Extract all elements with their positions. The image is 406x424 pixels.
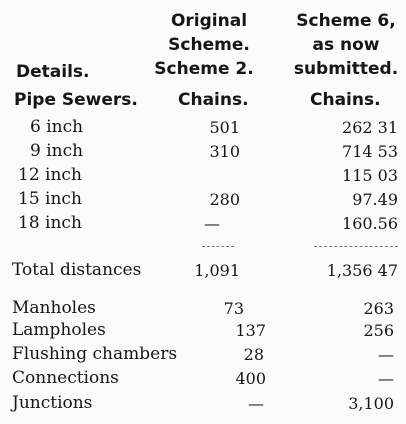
header-details: Details. — [16, 62, 90, 82]
header-chains-col3: Chains. — [310, 90, 381, 110]
item-label-lampholes: Lampholes — [12, 320, 106, 340]
item-original-junctions: — — [248, 394, 264, 413]
pipe-original-18: — — [204, 214, 220, 233]
pipe-label-9: 9 inch — [30, 141, 84, 161]
header-chains-col2: Chains. — [178, 90, 249, 110]
item-label-manholes: Manholes — [12, 298, 96, 318]
pipe-original-6: 501 — [209, 118, 240, 137]
total-scheme6: 1,356 47 — [326, 261, 398, 280]
item-scheme6-flushing-chambers: — — [378, 345, 394, 364]
header-col3-line1: Scheme 6, — [296, 11, 396, 31]
header-pipe-sewers: Pipe Sewers. — [14, 90, 138, 110]
header-col2-line2: Scheme. — [168, 35, 250, 55]
separator-col3 — [314, 246, 398, 247]
item-original-manholes: 73 — [223, 299, 244, 318]
item-scheme6-junctions: 3,100 — [348, 394, 394, 413]
separator-col2 — [202, 246, 234, 247]
item-scheme6-manholes: 263 — [363, 299, 394, 318]
pipe-scheme6-18: 160.56 — [342, 214, 398, 233]
pipe-scheme6-15: 97.49 — [352, 190, 398, 209]
pipe-label-6: 6 inch — [30, 117, 84, 137]
pipe-scheme6-6: 262 31 — [342, 118, 398, 137]
total-original: 1,091 — [194, 261, 240, 280]
total-label: Total distances — [12, 260, 142, 280]
header-col3-line2: as now — [312, 35, 380, 55]
pipe-label-18: 18 inch — [18, 213, 82, 233]
item-original-lampholes: 137 — [235, 321, 266, 340]
pipe-scheme6-9: 714 53 — [342, 142, 398, 161]
item-label-flushing-chambers: Flushing chambers — [12, 344, 178, 364]
item-original-flushing-chambers: 28 — [243, 345, 264, 364]
header-col3-line3: submitted. — [293, 59, 399, 79]
pipe-original-15: 280 — [209, 190, 240, 209]
pipe-label-12: 12 inch — [18, 165, 82, 185]
pipe-scheme6-12: 115 03 — [342, 166, 398, 185]
header-col2-line1: Original — [170, 11, 248, 31]
item-scheme6-lampholes: 256 — [363, 321, 394, 340]
item-label-junctions: Junctions — [12, 393, 93, 413]
item-label-connections: Connections — [12, 368, 119, 388]
header-col2-line3: Scheme 2. — [154, 59, 254, 79]
pipe-original-9: 310 — [209, 142, 240, 161]
item-scheme6-connections: — — [378, 369, 394, 388]
pipe-label-15: 15 inch — [18, 189, 82, 209]
item-original-connections: 400 — [235, 369, 266, 388]
